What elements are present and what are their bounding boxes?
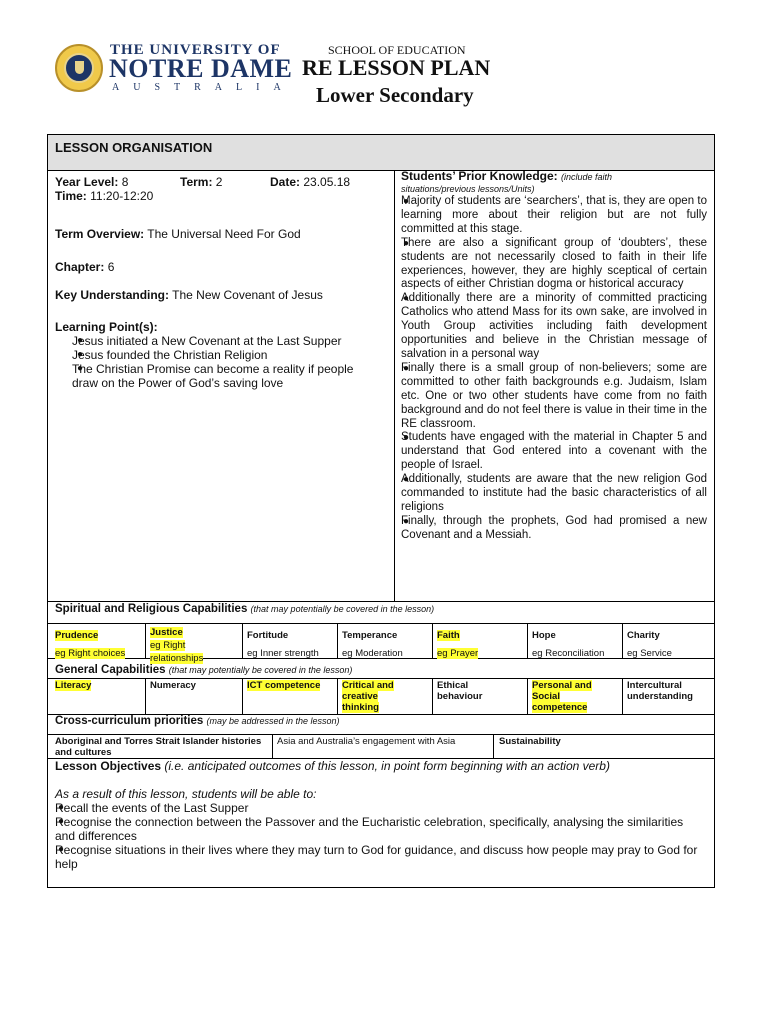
key-understanding-field	[55, 288, 323, 302]
university-seal-icon	[55, 44, 103, 92]
divider	[337, 678, 338, 714]
school-name: SCHOOL OF EDUCATION	[328, 43, 466, 57]
lesson-objectives-heading	[55, 759, 610, 773]
list-item: ● Finally there is a small group of non-believers; some are committed to other faith backgrounds e.g. Judaism, Islam etc. One or two other students have come from no faith background and do not feel there is value in their time in the RE classroom.	[401, 362, 707, 432]
capability-example: eg Prayer	[437, 648, 479, 659]
priority-cell-sustainability: Sustainability	[499, 736, 561, 747]
capability-name: Literacy	[55, 680, 92, 691]
divider	[242, 623, 243, 658]
prior-knowledge-heading	[401, 169, 612, 183]
time-label: Time:	[55, 189, 87, 203]
divider	[527, 678, 528, 714]
spiritual-title: Spiritual and Religious Capabilities	[55, 603, 248, 615]
general-cell-intercultural	[627, 680, 712, 702]
year-level-value: 8	[121, 175, 129, 189]
general-cell-personal-social	[532, 680, 604, 713]
term-overview-label: Term Overview:	[55, 227, 145, 241]
capability-cell-faith	[437, 625, 525, 661]
key-understanding-label: Key Understanding:	[55, 288, 170, 302]
list-item: ● The Christian Promise can become a reality if people draw on the Power of God’s saving love	[72, 362, 372, 390]
list-item: ● Majority of students are ‘searchers’, that is, they are open to learning more about their religion but are not fully committed at this stage.	[401, 195, 707, 237]
list-item: ● Recognise situations in their lives where they may turn to God for guidance, and discuss how people may pray to God for help	[55, 843, 705, 871]
chapter-value: 6	[107, 260, 115, 274]
general-capabilities-heading	[55, 664, 352, 676]
list-item: ● Students have engaged with the material in Chapter 5 and understand that God entered into a covenant with the people of Israel.	[401, 431, 707, 473]
page-subtitle: Lower Secondary	[316, 83, 474, 107]
capability-name: Faith	[437, 630, 460, 641]
cross-note: (may be addressed in the lesson)	[206, 716, 340, 726]
divider	[432, 623, 433, 658]
capability-name: Numeracy	[150, 680, 196, 691]
capability-name: Justice	[150, 627, 183, 638]
priority-cell-asia: Asia and Australia’s engagement with Asia	[277, 736, 456, 747]
time-value: 11:20-12:20	[90, 189, 154, 203]
general-cell-critical-thinking	[342, 680, 404, 713]
divider	[47, 623, 715, 624]
capability-cell-charity	[627, 625, 712, 661]
general-title: General Capabilities	[55, 664, 166, 676]
capability-cell-hope	[532, 625, 620, 661]
divider	[272, 734, 273, 758]
list-item: ● There are also a significant group of ‘doubters’, these students are not necessarily closed to faith in their life experiences, however, they are highly sceptical of certain aspects of either Christian dogma or historical accuracy	[401, 237, 707, 293]
objectives-note: (i.e. anticipated outcomes of this lesson, in point form beginning with an action verb)	[164, 759, 610, 773]
logo-text-line1: THE UNIVERSITY OF	[110, 42, 281, 58]
capability-cell-justice	[150, 625, 236, 664]
date-field	[270, 175, 350, 189]
year-level-label: Year Level:	[55, 175, 119, 189]
divider	[47, 734, 715, 735]
capability-example: eg Service	[627, 648, 672, 659]
capability-name: Temperance	[342, 630, 398, 641]
prior-knowledge-list	[401, 195, 707, 543]
cross-title: Cross-curriculum priorities	[55, 715, 204, 727]
capability-name: Hope	[532, 630, 556, 641]
term-field	[180, 175, 222, 189]
capability-name: Intercultural understanding	[627, 680, 693, 702]
organisation-heading: LESSON ORGANISATION	[55, 140, 213, 155]
chapter-field	[55, 260, 114, 274]
year-level-field	[55, 175, 128, 189]
capability-name: Prudence	[55, 630, 99, 641]
list-item: ● Recognise the connection between the Passover and the Eucharistic celebration, specifically, analysing the similarities and differences	[55, 815, 705, 843]
divider	[337, 623, 338, 658]
divider	[47, 678, 715, 679]
term-label: Term:	[180, 175, 213, 189]
divider	[493, 734, 494, 758]
term-value: 2	[215, 175, 223, 189]
capability-example: eg Right relationships	[150, 640, 204, 664]
divider	[394, 170, 395, 601]
time-field	[55, 189, 153, 203]
priority-cell-aboriginal: Aboriginal and Torres Strait Islander histories and cultures	[55, 736, 262, 758]
learning-points-label: Learning Point(s):	[55, 320, 158, 334]
prior-knowledge-note-cont: situations/previous lessons/Units)	[401, 184, 535, 194]
capability-cell-prudence	[55, 625, 141, 661]
capability-example: eg Reconciliation	[532, 648, 605, 659]
spiritual-capabilities-heading	[55, 603, 434, 615]
spiritual-note: (that may potentially be covered in the lesson)	[250, 604, 435, 614]
divider	[47, 601, 715, 602]
logo-text-line3: AUSTRALIA	[112, 82, 295, 93]
chapter-label: Chapter:	[55, 260, 105, 274]
objectives-title: Lesson Objectives	[55, 759, 162, 773]
divider	[527, 623, 528, 658]
key-understanding-value: The New Covenant of Jesus	[172, 288, 323, 302]
divider	[622, 678, 623, 714]
list-item: ● Jesus initiated a New Covenant at the Last Supper	[72, 334, 372, 348]
prior-knowledge-note: (include faith	[561, 172, 613, 182]
general-cell-literacy	[55, 680, 141, 691]
logo-text-line2: NOTRE DAME	[109, 54, 293, 83]
capability-name: Charity	[627, 630, 660, 641]
capability-cell-temperance	[342, 625, 430, 661]
capability-name: Critical and creative thinking	[342, 680, 394, 713]
learning-points-list	[72, 334, 372, 390]
term-overview-field	[55, 227, 301, 241]
general-cell-ethical	[437, 680, 487, 702]
divider	[242, 678, 243, 714]
cross-curriculum-heading	[55, 715, 340, 727]
date-label: Date:	[270, 175, 301, 189]
list-item: ● Additionally, students are aware that the new religion God commanded to institute had the basic characteristics of all religions	[401, 473, 707, 515]
capability-name: Fortitude	[247, 630, 289, 641]
general-cell-ict	[247, 680, 335, 691]
capability-name: Ethical behaviour	[437, 680, 483, 702]
divider	[432, 678, 433, 714]
page-title: RE LESSON PLAN	[302, 55, 491, 80]
capability-example: eg Moderation	[342, 648, 403, 659]
objectives-list	[55, 801, 705, 871]
divider	[47, 170, 715, 171]
divider	[622, 623, 623, 658]
divider	[145, 678, 146, 714]
term-overview-value: The Universal Need For God	[147, 227, 301, 241]
objectives-intro: As a result of this lesson, students will be able to:	[55, 787, 317, 801]
capability-cell-fortitude	[247, 625, 335, 661]
list-item: ● Jesus founded the Christian Religion	[72, 348, 372, 362]
prior-knowledge-title: Students’ Prior Knowledge:	[401, 169, 558, 183]
general-cell-numeracy	[150, 680, 236, 691]
general-note: (that may potentially be covered in the lesson)	[168, 665, 353, 675]
list-item: ● Finally, through the prophets, God had promised a new Covenant and a Messiah.	[401, 515, 707, 543]
capability-example: eg Inner strength	[247, 648, 319, 659]
capability-name: ICT competence	[247, 680, 321, 691]
date-value: 23.05.18	[303, 175, 351, 189]
divider	[145, 623, 146, 658]
capability-name: Personal and Social competence	[532, 680, 592, 713]
list-item: ● Additionally there are a minority of committed practicing Catholics who attend Mass for its own sake, are involved in Youth Group activities including faith development opportunities and believe in the Christian message of salvation in a personal way	[401, 292, 707, 362]
capability-example: eg Right choices	[55, 648, 126, 659]
list-item: ● Recall the events of the Last Supper	[55, 801, 705, 815]
